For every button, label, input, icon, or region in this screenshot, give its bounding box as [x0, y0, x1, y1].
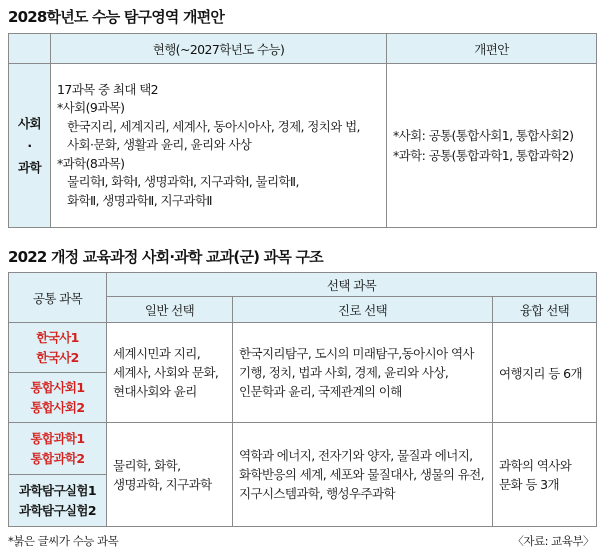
section1-title: 2028학년도 수능 탐구영역 개편안 [8, 8, 225, 26]
header-current: 현행(~2027학년도 수능) [51, 34, 387, 64]
social-common-cell: 통합사회1 통합사회2 [9, 373, 107, 423]
header-common: 공통 과목 [9, 273, 107, 323]
header-career: 진로 선택 [233, 297, 493, 323]
header-general: 일반 선택 [107, 297, 233, 323]
science-fusion-cell: 과학의 역사와 문화 등 3개 [493, 423, 597, 527]
row-label-social-science: 사회 · 과학 [9, 64, 51, 228]
section2-title: 2022 개정 교육과정 사회·과학 교과(군) 과목 구조 [8, 248, 323, 266]
social-general-cell: 세계시민과 지리, 세계사, 사회와 문화, 현대사회와 윤리 [107, 323, 233, 423]
history-cell: 한국사1 한국사2 [9, 323, 107, 373]
social-fusion-cell: 여행지리 등 6개 [493, 323, 597, 423]
science-general-cell: 물리학, 화학, 생명과학, 지구과학 [107, 423, 233, 527]
science-lab-cell: 과학탐구실험1 과학탐구실험2 [9, 475, 107, 527]
footnote: *붉은 글씨가 수능 과목 [8, 534, 119, 548]
reform-table [8, 33, 597, 228]
source-credit: 〈자료: 교육부〉 [512, 534, 594, 548]
current-subjects: 17과목 중 최대 택2 *사회(9과목) 한국지리, 세계지리, 세계사, 동아시아사, 경제, 정치와 법, 사회·문화, 생활과 윤리, 윤리와 사상 *과학(8과목) 물리학Ⅰ, 화학Ⅰ, 생명과학Ⅰ, 지구과학Ⅰ, 물리학Ⅱ, 화학Ⅱ, 생명과학Ⅱ, 지구과학Ⅱ [51, 64, 387, 228]
header-fusion: 융합 선택 [493, 297, 597, 323]
header-elective: 선택 과목 [107, 273, 597, 297]
header-reform: 개편안 [387, 34, 597, 64]
social-career-cell: 한국지리탐구, 도시의 미래탐구,동아시아 역사 기행, 정치, 법과 사회, 경제, 윤리와 사상, 인문학과 윤리, 국제관계의 이해 [233, 323, 493, 423]
structure-table [8, 272, 597, 527]
reform-subjects: *사회: 공통(통합사회1, 통합사회2) *과학: 공통(통합과학1, 통합과학2) [387, 64, 597, 228]
science-career-cell: 역학과 에너지, 전자기와 양자, 물질과 에너지, 화학반응의 세계, 세포와 물질대사, 생물의 유전, 지구시스템과학, 행성우주과학 [233, 423, 493, 527]
header-empty [9, 34, 51, 64]
science-common-cell: 통합과학1 통합과학2 [9, 423, 107, 475]
